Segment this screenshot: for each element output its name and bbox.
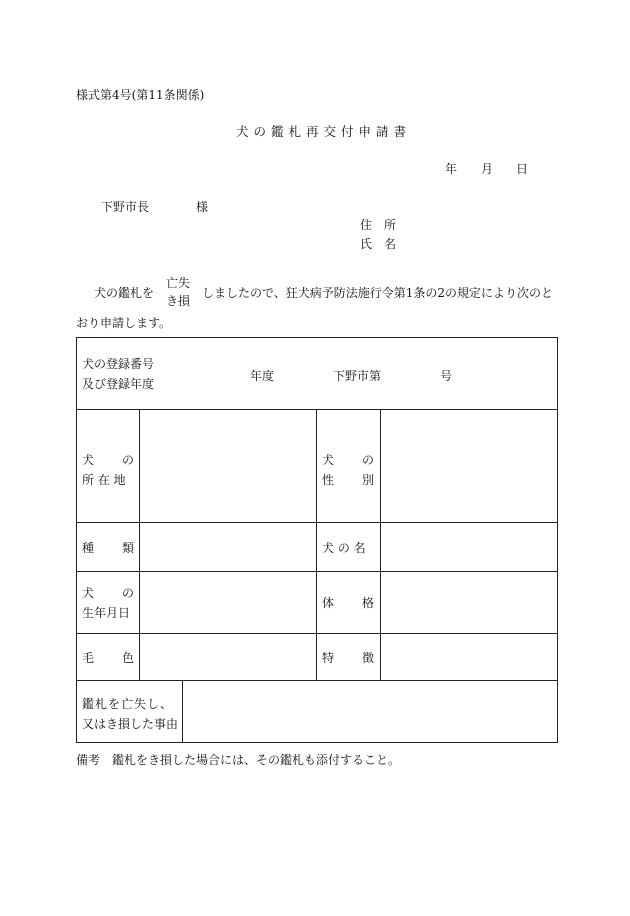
reason-label-line1: 鑑札を亡失し、 (82, 697, 174, 711)
statement-option-lost: 亡失 (166, 276, 191, 290)
row-divider (76, 680, 558, 681)
row-divider (76, 571, 558, 572)
reason-label (82, 694, 178, 734)
row-divider (76, 633, 558, 634)
column-divider (182, 680, 183, 743)
note: 備考 鑑札をき損した場合には、その鑑札も添付すること。 (76, 753, 401, 767)
addressee-honorific: 様 (196, 200, 209, 214)
fiscal-year-label: 年度 (250, 369, 275, 383)
date-month-label: 月 (481, 162, 494, 176)
column-divider (139, 409, 140, 680)
city-number-label: 下野市第 (333, 369, 382, 383)
location-label-line1: 犬 の (82, 453, 134, 467)
dog-name-label: 犬 の 名 (322, 541, 366, 555)
form-number: 様式第4号(第11条関係) (76, 88, 205, 102)
column-divider (316, 409, 317, 680)
registration-label (82, 354, 154, 394)
row-divider (76, 409, 558, 410)
address-label: 住 所 (360, 218, 397, 232)
reason-label-line2: 又はき損した事由 (82, 717, 179, 731)
sex-label-line1: 犬 の (322, 453, 374, 467)
application-table (76, 337, 558, 743)
column-divider (380, 409, 381, 680)
row-divider (76, 522, 558, 523)
breed-label: 種 類 (82, 541, 134, 555)
registration-label-line1: 犬の登録番号 (82, 357, 155, 371)
features-label: 特 徴 (322, 651, 374, 665)
statement-suffix: しましたので、狂犬病予防法施行令第1条の2の規定により次のと (202, 286, 554, 300)
sex-label (322, 450, 374, 490)
sex-label-line2: 性 別 (322, 473, 374, 487)
statement-prefix: 犬の鑑札を (94, 286, 155, 300)
location-label (82, 450, 134, 490)
birth-date-label-line1: 犬 の (82, 586, 134, 600)
statement-line2: おり申請します。 (76, 316, 172, 330)
birth-date-label-line2: 生年月日 (82, 606, 131, 620)
name-label: 氏 名 (360, 237, 397, 251)
addressee-name: 下野市長 (101, 200, 150, 214)
coat-color-label: 毛 色 (82, 651, 134, 665)
birth-date-label (82, 583, 134, 623)
statement-option-damaged: き損 (166, 294, 191, 308)
date-day-label: 日 (516, 162, 529, 176)
date-year-label: 年 (445, 162, 458, 176)
registration-label-line2: 及び登録年度 (82, 377, 155, 391)
build-label: 体 格 (322, 596, 374, 610)
number-suffix-label: 号 (440, 369, 453, 383)
location-label-line2: 所 在 地 (82, 473, 126, 487)
document-title: 犬の鑑札再交付申請書 (236, 124, 412, 139)
